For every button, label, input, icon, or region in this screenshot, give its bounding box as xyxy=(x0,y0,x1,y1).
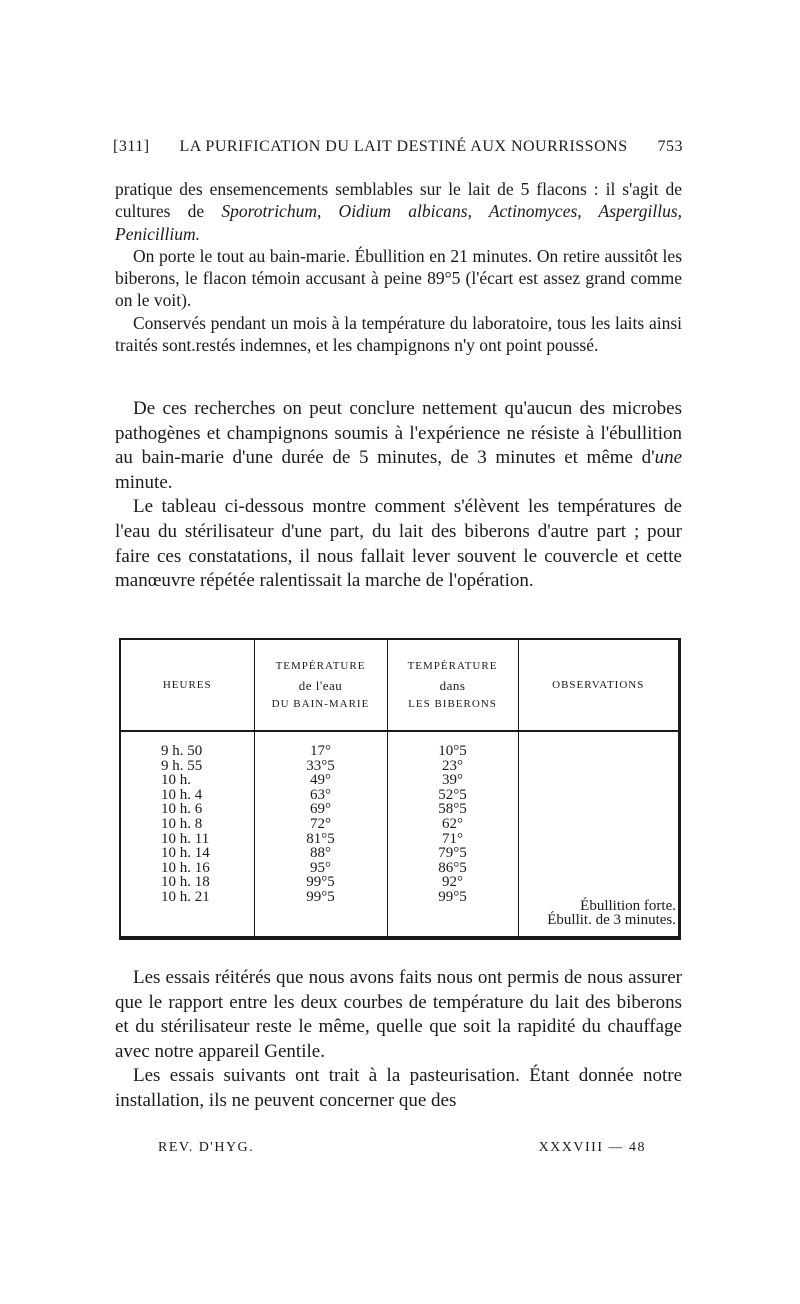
cell: 71° xyxy=(442,830,463,847)
column-observations xyxy=(518,731,678,936)
cell: 10 h. 8 xyxy=(161,815,203,832)
paragraph xyxy=(115,178,682,245)
cell: 23° xyxy=(442,757,463,774)
header-line: de l'eau xyxy=(298,677,343,693)
cell: 99°5 xyxy=(306,888,335,905)
header-line: dans xyxy=(439,677,466,693)
cell: 49° xyxy=(310,772,331,789)
cell: 9 h. 50 xyxy=(161,743,203,759)
species-list: Sporotrichum, Oidium albicans, Actinomyces, Aspergillus, Penicillium. xyxy=(115,201,683,244)
cell: 10 h. 18 xyxy=(161,874,210,891)
cell: 10 h. 21 xyxy=(161,888,210,905)
paragraph: Le tableau ci-dessous montre comment s'élèvent les températures de l'eau du stérilisateur d'une part, du lait des biberons d'autre part ; pour faire ces constatations, il nous fallait lever souvent le couvercle et cette manœuvre répétée ralentissait la marche de l'opération. xyxy=(115,496,682,592)
cell: 10 h. 16 xyxy=(161,859,210,876)
cell: 10 h. 6 xyxy=(161,801,203,818)
paragraph-text: pratique des ensemencements semblables sur le lait de 5 flacons : il s'agit de cultures de xyxy=(115,179,682,222)
observation: Ébullition forte. xyxy=(580,897,676,914)
cell: 95° xyxy=(310,859,331,876)
header-temp-biberons xyxy=(387,640,518,731)
cell: 79°5 xyxy=(438,845,467,862)
paragraph: Conservés pendant un mois à la température du laboratoire, tous les laits ainsi traités sont.restés indemnes, et les champignons n'y ont point poussé. xyxy=(115,312,682,356)
header-line: LES BIBERONS xyxy=(408,697,497,710)
header-line: TEMPÉRATURE xyxy=(407,659,498,672)
paragraph: Les essais suivants ont trait à la pasteurisation. Étant donnée notre installation, ils ne peuvent concerner que des xyxy=(115,1065,682,1111)
cell: 99°5 xyxy=(306,874,335,891)
cell: 86°5 xyxy=(438,859,467,876)
cell: 69° xyxy=(310,801,331,818)
running-title: LA PURIFICATION DU LAIT DESTINÉ AUX NOURRISSONS xyxy=(179,138,628,155)
cell: 10 h. xyxy=(161,772,191,789)
header-line: DU BAIN-MARIE xyxy=(271,697,370,710)
page-footer xyxy=(158,1140,646,1156)
cell: 92° xyxy=(442,874,463,891)
cell: 17° xyxy=(310,743,331,759)
emphasis: une xyxy=(654,447,682,469)
cell: 10°5 xyxy=(438,743,467,759)
column-heures xyxy=(121,731,254,936)
paragraph-text: De ces recherches on peut conclure nettement qu'aucun des microbes pathogènes et champignons soumis à l'expérience ne résiste à l'ébullition au bain-marie d'une durée de 5 minutes, de 3 minutes et même d' xyxy=(115,398,682,469)
temperature-table xyxy=(119,638,681,940)
header-heures: HEURES xyxy=(121,640,254,731)
column-temp-eau xyxy=(254,731,387,936)
cell: 62° xyxy=(442,815,463,832)
cell: 52°5 xyxy=(438,786,467,803)
cell: 9 h. 55 xyxy=(161,757,203,774)
observation: Ébullit. de 3 minutes. xyxy=(547,912,676,929)
table-header-row xyxy=(121,640,678,731)
cell: 63° xyxy=(310,786,331,803)
header-line: TEMPÉRATURE xyxy=(275,659,366,672)
header-observations: OBSERVATIONS xyxy=(518,640,678,731)
table-body-row xyxy=(121,731,678,936)
cell: 99°5 xyxy=(438,888,467,905)
cell: 33°5 xyxy=(306,757,335,774)
cell: 81°5 xyxy=(306,830,335,847)
text-block-2 xyxy=(115,397,682,594)
running-header xyxy=(113,138,683,156)
cell: 88° xyxy=(310,845,331,862)
header-temp-eau xyxy=(254,640,387,731)
cell: 10 h. 11 xyxy=(161,830,210,847)
cell: 39° xyxy=(442,772,463,789)
paragraph-text: minute. xyxy=(115,471,173,493)
cell: 58°5 xyxy=(438,801,467,818)
text-block-1 xyxy=(115,178,682,356)
cell: 10 h. 4 xyxy=(161,786,203,803)
paragraph: On porte le tout au bain-marie. Ébullition en 21 minutes. On retire aussitôt les biberons, le flacon témoin accusant à peine 89°5 (l'écart est assez grand comme on le voit). xyxy=(115,245,682,311)
page-number: 753 xyxy=(657,138,683,155)
page-ref: [311] xyxy=(113,138,150,155)
journal-abbrev: REV. D'HYG. xyxy=(158,1140,255,1155)
cell: 72° xyxy=(310,815,331,832)
cell: 10 h. 14 xyxy=(161,845,210,862)
paragraph: Les essais réitérés que nous avons faits nous ont permis de nous assurer que le rapport entre les deux courbes de température du lait des biberons et du stérilisateur reste le même, quelle que soit la rapidité du chauffage avec notre appareil Gentile. xyxy=(115,967,682,1062)
paragraph xyxy=(115,397,682,495)
volume-signature: XXXVIII — 48 xyxy=(538,1140,646,1155)
column-temp-biberons xyxy=(387,731,518,936)
text-block-3 xyxy=(115,966,682,1114)
